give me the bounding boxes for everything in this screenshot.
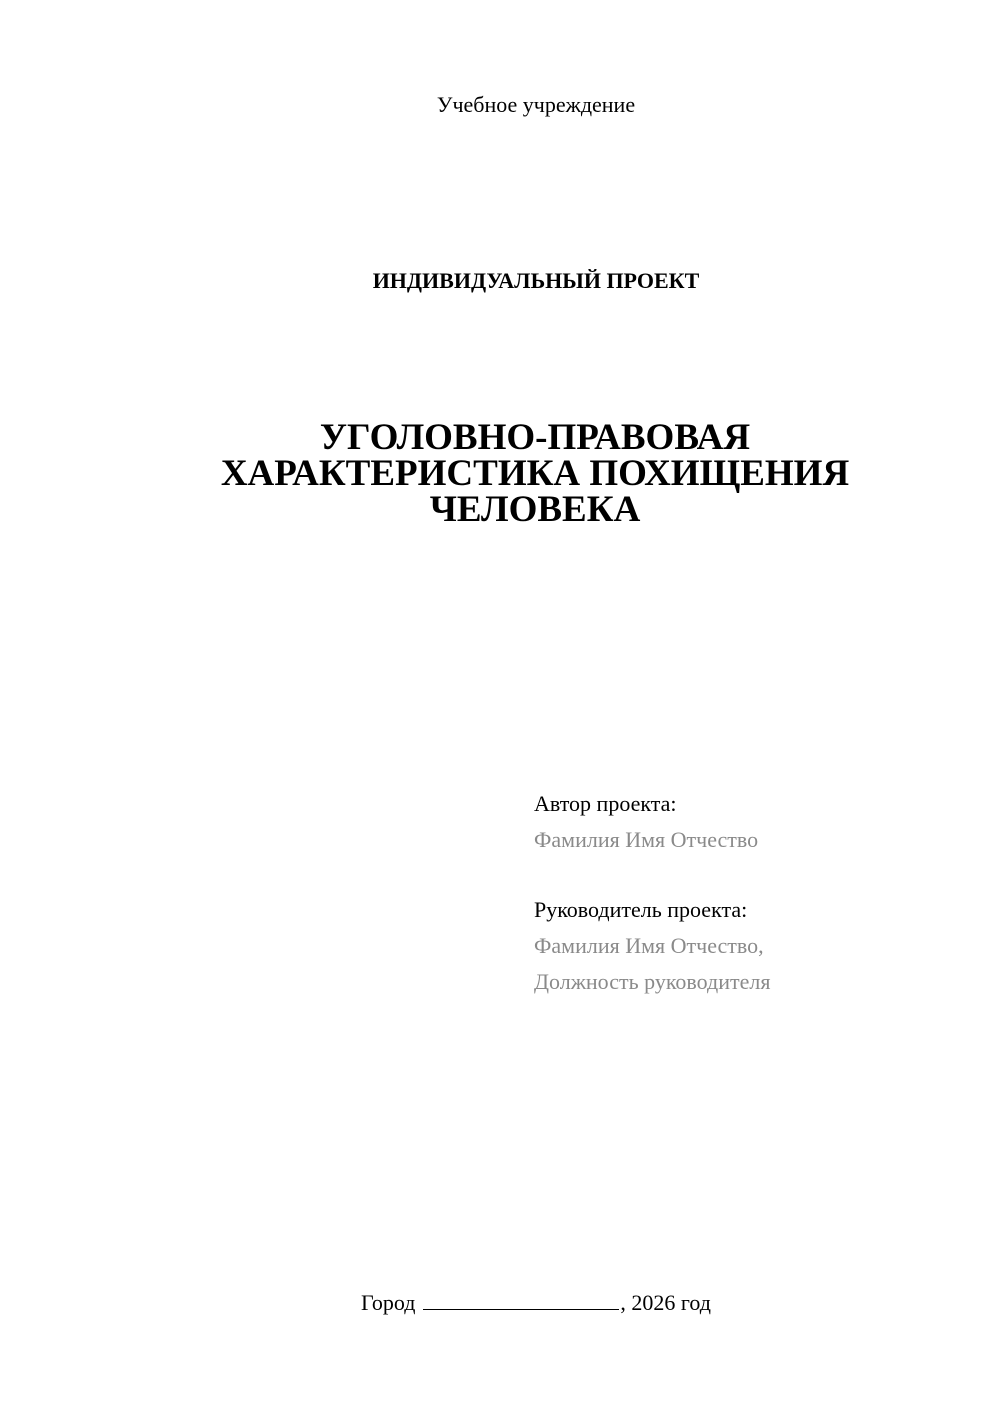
- supervisor-name-placeholder: Фамилия Имя Отчество,: [534, 933, 764, 958]
- supervisor-position-placeholder: Должность руководителя: [534, 969, 771, 994]
- city-year-line: [0, 1288, 1000, 1318]
- city-label: Город: [361, 1290, 416, 1315]
- document-type: ИНДИВИДУАЛЬНЫЙ ПРОЕКТ: [372, 268, 700, 293]
- author-block: [534, 786, 974, 858]
- supervisor-label: Руководитель проекта:: [534, 897, 748, 922]
- author-label: Автор проекта:: [534, 791, 677, 816]
- city-blank-line: [423, 1289, 619, 1310]
- project-title-line: ЧЕЛОВЕКА: [429, 489, 641, 530]
- project-title-line: УГОЛОВНО-ПРАВОВАЯ: [319, 417, 751, 458]
- author-name-placeholder: Фамилия Имя Отчество: [534, 827, 759, 852]
- supervisor-block: [534, 892, 974, 1000]
- project-title: [150, 417, 920, 530]
- project-title-line: ХАРАКТЕРИСТИКА ПОХИЩЕНИЯ: [220, 453, 850, 494]
- institution-name: Учебное учреждение: [436, 92, 636, 117]
- year-text: , 2026 год: [620, 1290, 711, 1315]
